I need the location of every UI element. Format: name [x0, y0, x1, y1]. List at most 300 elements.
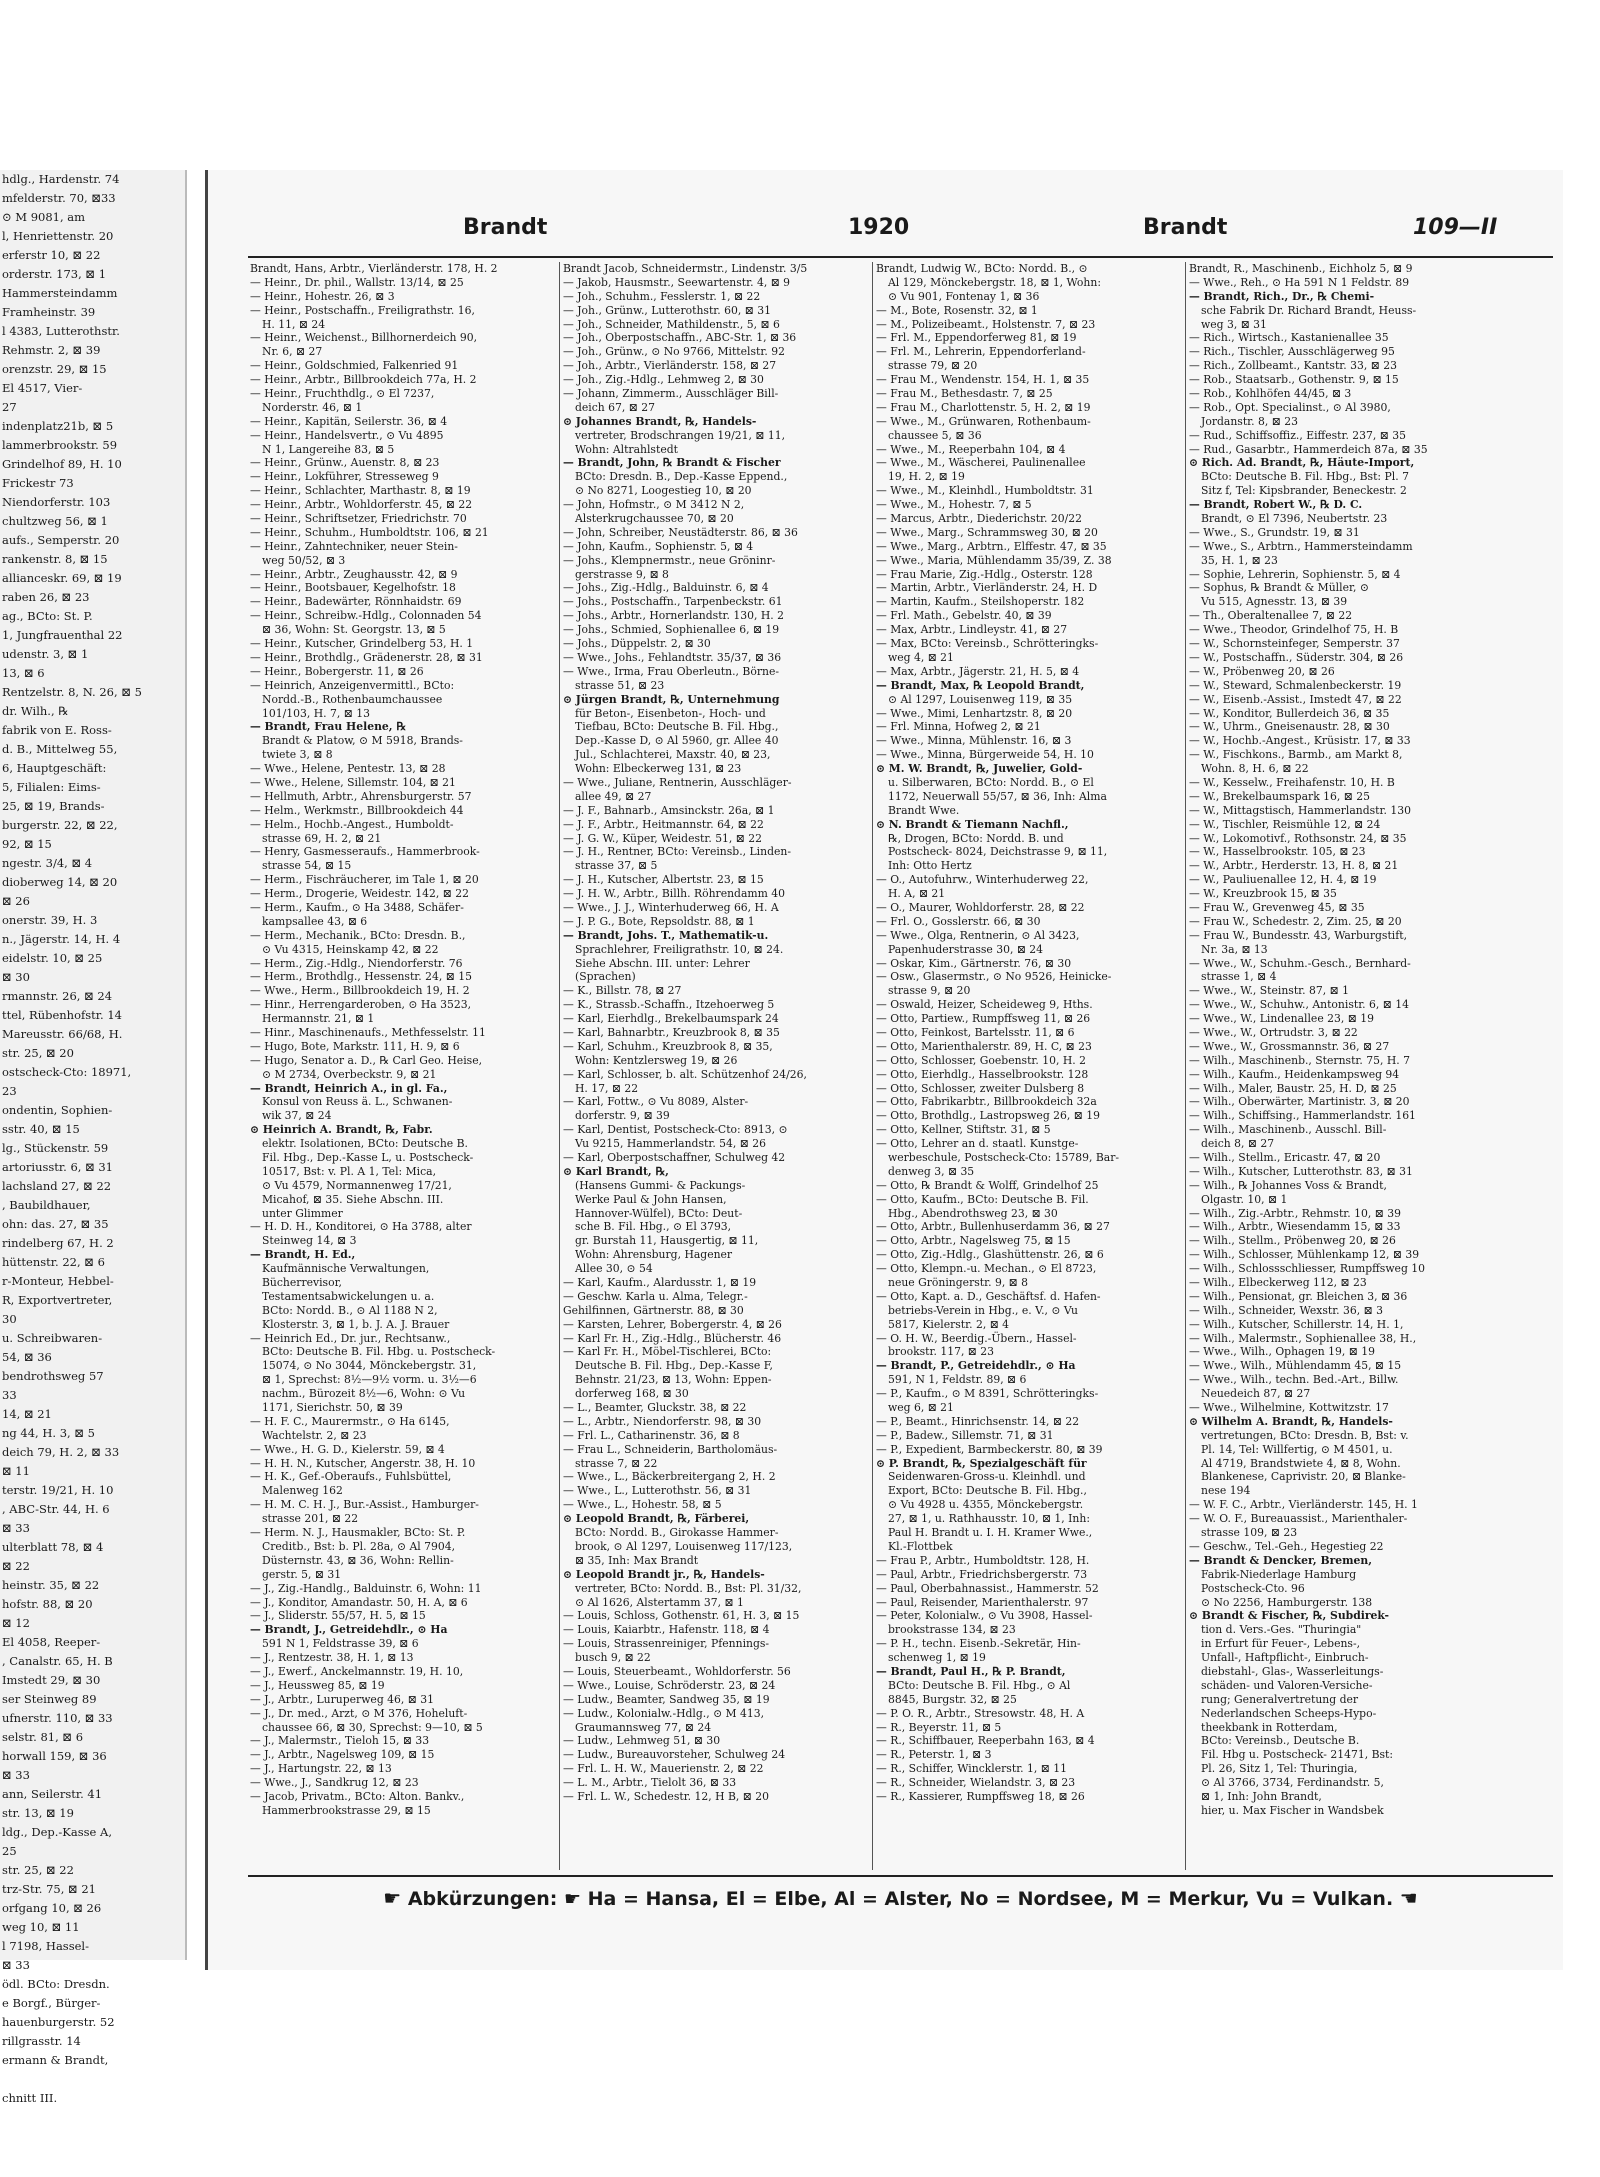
directory-entry-line: — Max, Arbtr., Jägerstr. 21, H. 5, ⊠ 4 — [876, 664, 1080, 678]
left-page-line: dioberweg 14, ⊠ 20 — [2, 875, 118, 889]
directory-entry-line: — Henry, Gasmesseraufs., Hammerbrook- — [250, 845, 480, 859]
directory-entry-line: — Heinrich, Anzeigenvermittl., BCto: — [250, 678, 455, 692]
left-page-line: ⊠ 26 — [2, 894, 30, 908]
directory-entry-line: weg 3, ⊠ 31 — [1201, 317, 1267, 331]
directory-entry-line: kampsallee 43, ⊠ 6 — [262, 914, 368, 928]
directory-entry-line: vertreter, BCto: Nordd. B., Bst: Pl. 31/32, — [575, 1581, 802, 1595]
directory-entry-line: — J., Konditor, Amandastr. 50, H. A, ⊠ 6 — [250, 1595, 468, 1609]
directory-entry-line: — Wwe., Wilh., Mühlendamm 45, ⊠ 15 — [1189, 1359, 1402, 1373]
directory-entry-line: Brandt, Hans, Arbtr., Vierländerstr. 178, H. 2 — [250, 262, 498, 275]
directory-entry-line: — Wwe., S., Grundstr. 19, ⊠ 31 — [1189, 525, 1360, 539]
directory-entry-line: — Wwe., W., Lindenallee 23, ⊠ 19 — [1189, 1012, 1374, 1026]
directory-entry-line: — Karl, Schlosser, b. alt. Schützenhof 24/26, — [563, 1067, 807, 1081]
directory-entry-line: 1171, Sierichstr. 50, ⊠ 39 — [262, 1401, 403, 1415]
directory-entry-line: — Peter, Kolonialw., ⊙ Vu 3908, Hassel- — [876, 1609, 1093, 1623]
directory-entry-line: — Wwe., Wilh., Ophagen 19, ⊠ 19 — [1189, 1345, 1375, 1359]
directory-entry-line: Inh: Otto Hertz — [888, 859, 972, 873]
directory-entry-line: sche B. Fil. Hbg., ⊙ El 3793, — [575, 1220, 732, 1234]
firm-entry-line: ⊙ Karl Brandt, ℞, — [563, 1164, 669, 1178]
directory-entry-line: — Wwe., S., Arbtrn., Hammersteindamm — [1189, 539, 1413, 553]
firm-entry-line: ⊙ Wilhelm A. Brandt, ℞, Handels- — [1189, 1414, 1393, 1428]
directory-entry-line: denweg 3, ⊠ 35 — [888, 1164, 975, 1178]
firm-entry-line: — Brandt, Robert W., ℞ D. C. — [1189, 498, 1363, 512]
directory-entry-line: — Heinrich Ed., Dr. jur., Rechtsanw., — [250, 1331, 451, 1345]
directory-entry-line: theekbank in Rotterdam, — [1201, 1720, 1338, 1734]
directory-entry-line: Brandt Jacob, Schneidermstr., Lindenstr. 3/5 — [563, 262, 808, 275]
directory-entry-line: Postscheck- 8024, Deichstrasse 9, ⊠ 11, — [888, 845, 1108, 859]
left-page-line: ermann & Brandt, — [2, 2053, 109, 2067]
directory-entry-line: betriebs-Verein in Hbg., e. V., ⊙ Vu — [888, 1303, 1078, 1317]
directory-entry-line: Seidenwaren-Gross-u. Kleinhdl. und — [888, 1470, 1086, 1484]
directory-entry-line: Wohn: Kentzlersweg 19, ⊠ 26 — [575, 1053, 738, 1067]
left-page-line: eidelstr. 10, ⊠ 25 — [2, 951, 103, 965]
directory-entry-line: deich 67, ⊠ 27 — [575, 400, 656, 414]
firm-entry-line: — Brandt, H. Ed., — [250, 1248, 356, 1262]
directory-entry-line: Alsterkrugchaussee 70, ⊠ 20 — [575, 512, 734, 526]
left-page-line: 25 — [2, 1844, 17, 1858]
left-page-line: heinstr. 35, ⊠ 22 — [2, 1578, 100, 1592]
left-page-line: 5, Filialen: Eims- — [2, 780, 101, 794]
directory-entry-line: Sprachlehrer, Freiligrathstr. 10, ⊠ 24. — [575, 942, 784, 956]
directory-entry-line: — Karl, Bahnarbtr., Kreuzbrook 8, ⊠ 35 — [563, 1025, 780, 1039]
directory-entry-line: — Max, BCto: Vereinsb., Schrötteringks- — [876, 637, 1099, 651]
left-page-line: hofstr. 88, ⊠ 20 — [2, 1597, 93, 1611]
directory-entry-line: — J. P. G., Bote, Repsoldstr. 88, ⊠ 1 — [563, 914, 755, 928]
directory-entry-line: — W., Fischkons., Barmb., am Markt 8, — [1189, 748, 1403, 762]
directory-entry-line: — Joh., Schneider, Mathildenstr., 5, ⊠ 6 — [563, 317, 780, 331]
directory-entry-line: — J., Heussweg 85, ⊠ 19 — [250, 1678, 385, 1692]
directory-entry-line: 591 N 1, Feldstrasse 39, ⊠ 6 — [262, 1637, 419, 1651]
left-page-line: lg., Stückenstr. 59 — [2, 1141, 109, 1155]
left-page-line: Rehmstr. 2, ⊠ 39 — [2, 343, 101, 357]
directory-entry-line: werbeschule, Postscheck-Cto: 15789, Bar- — [888, 1151, 1120, 1164]
directory-entry-line: dorferstr. 9, ⊠ 39 — [575, 1109, 670, 1123]
directory-entry-line: — Joh., Zig.-Hdlg., Lehmweg 2, ⊠ 30 — [563, 373, 764, 387]
header-left-name: Brandt — [463, 215, 548, 240]
directory-entry-line: Wohn: Ahrensburg, Hagener — [575, 1248, 733, 1262]
directory-entry-line: — Wwe., Helene, Pentestr. 13, ⊠ 28 — [250, 762, 446, 776]
directory-entry-line: Micahof, ⊠ 35. Siehe Abschn. III. — [262, 1192, 444, 1206]
directory-entry-line: — Herm., Drogerie, Weidestr. 142, ⊠ 22 — [250, 887, 469, 901]
directory-entry-line: BCto: Nordd. B., ⊙ Al 1188 N 2, — [262, 1303, 438, 1317]
directory-entry-line: — Wwe., J. J., Winterhuderweg 66, H. A — [563, 900, 779, 914]
directory-entry-line: — H. H. N., Kutscher, Angerstr. 38, H. 10 — [250, 1456, 476, 1470]
directory-entry-line: H. A, ⊠ 21 — [888, 887, 946, 901]
left-page-line: ödl. BCto: Dresdn. — [2, 1977, 110, 1991]
directory-entry-line: — Frau Marie, Zig.-Hdlg., Osterstr. 128 — [876, 567, 1093, 581]
left-page-line: raben 26, ⊠ 23 — [2, 590, 90, 604]
directory-entry-line: — Herm., Zig.-Hdlg., Niendorferstr. 76 — [250, 956, 463, 970]
directory-entry-line: — Paul, Reisender, Marienthalerstr. 97 — [876, 1595, 1089, 1609]
left-page-line: e Borgf., Bürger- — [2, 1996, 101, 2010]
directory-entry-line: ⊙ No 8271, Loogestieg 10, ⊠ 20 — [575, 484, 752, 498]
directory-entry-line: twiete 3, ⊠ 8 — [262, 748, 333, 762]
directory-entry-line: — Marcus, Arbtr., Diederichstr. 20/22 — [876, 512, 1083, 526]
directory-entry-line: — Wilh., Zig.-Arbtr., Rehmstr. 10, ⊠ 39 — [1189, 1206, 1401, 1220]
directory-entry-line: — Otto, ℞ Brandt & Wolff, Grindelhof 25 — [876, 1178, 1099, 1192]
directory-entry-line: — Johs., Düppelstr. 2, ⊠ 30 — [563, 637, 711, 651]
left-page-line: ser Steinweg 89 — [2, 1692, 97, 1706]
directory-entry-line: — W., Pröbenweg 20, ⊠ 26 — [1189, 664, 1335, 678]
directory-entry-line: — Wilh., Stellm., Ericastr. 47, ⊠ 20 — [1189, 1151, 1381, 1164]
left-page-line — [0, 2070, 185, 2089]
directory-entry-line: — Heinr., Bobergerstr. 11, ⊠ 26 — [250, 664, 424, 678]
directory-entry-line: Al 4719, Brandstwiete 4, ⊠ 8, Wohn. — [1201, 1456, 1401, 1470]
directory-entry-line: — Wwe., M., Grünwaren, Rothenbaum- — [876, 414, 1091, 428]
directory-entry-line: Deutsche B. Fil. Hbg., Dep.-Kasse F, — [575, 1359, 773, 1373]
directory-entry-line: — Johs., Schmied, Sophienallee 6, ⊠ 19 — [563, 623, 780, 637]
directory-entry-line: — Otto, Brothdlg., Lastropsweg 26, ⊠ 19 — [876, 1109, 1100, 1123]
directory-entry-line: — W., Konditor, Bullerdeich 36, ⊠ 35 — [1189, 706, 1390, 720]
directory-entry-line: — Frl. M., Eppendorferweg 81, ⊠ 19 — [876, 331, 1077, 345]
directory-entry-line: — Johs., Klempnermstr., neue Gröninr- — [563, 553, 776, 567]
directory-entry-line: — Sophie, Lehrerin, Sophienstr. 5, ⊠ 4 — [1189, 567, 1401, 581]
directory-entry-line: — Karl, Oberpostschaffner, Schulweg 42 — [563, 1151, 786, 1164]
firm-entry-line: — Brandt & Dencker, Bremen, — [1189, 1553, 1373, 1567]
directory-entry-line: rung; Generalvertretung der — [1201, 1692, 1359, 1706]
left-page-line: deich 79, H. 2, ⊠ 33 — [2, 1445, 120, 1459]
directory-entry-line: — Wwe., Maria, Mühlendamm 35/39, Z. 38 — [876, 553, 1112, 567]
directory-entry-line: — Frl. L., Catharinenstr. 36, ⊠ 8 — [563, 1428, 740, 1442]
header-page-number: 109—II — [1413, 215, 1498, 240]
directory-entry-line: — Frau M., Charlottenstr. 5, H. 2, ⊠ 19 — [876, 400, 1091, 414]
directory-entry-line: — Wwe., Juliane, Rentnerin, Ausschläger- — [563, 775, 792, 789]
column-2 — [563, 262, 869, 1872]
directory-entry-line: — P., Badew., Sillemstr. 71, ⊠ 31 — [876, 1428, 1054, 1442]
directory-entry-line: — Heinr., Kapitän, Seilerstr. 36, ⊠ 4 — [250, 414, 448, 428]
left-page-line: erferstr 10, ⊠ 22 — [2, 248, 101, 262]
directory-entry-line: — Heinr., Postschaffn., Freiligrathstr. 16, — [250, 303, 475, 317]
directory-entry-line: — Jacob, Privatm., BCto: Alton. Bankv., — [250, 1789, 465, 1803]
directory-entry-line: — O., Autofuhrw., Winterhuderweg 22, — [876, 873, 1089, 887]
directory-entry-line: — Karl, Dentist, Postscheck-Cto: 8913, ⊙ — [563, 1123, 788, 1137]
directory-entry-line: — Jakob, Hausmstr., Seewartenstr. 4, ⊠ 9 — [563, 275, 791, 289]
directory-entry-line: — Karl, Eierhdlg., Brekelbaumspark 24 — [563, 1012, 779, 1026]
directory-entry-line: — Heinr., Arbtr., Billbrookdeich 77a, H. 2 — [250, 373, 477, 387]
directory-entry-line: Kaufmännische Verwaltungen, — [262, 1262, 430, 1276]
directory-entry-line: — Wwe., Theodor, Grindelhof 75, H. B — [1189, 623, 1399, 637]
directory-entry-line: Pl. 14, Tel: Willfertig, ⊙ M 4501, u. — [1201, 1442, 1393, 1456]
left-page-line: horwall 159, ⊠ 36 — [2, 1749, 107, 1763]
directory-entry-line: Jordanstr. 8, ⊠ 23 — [1201, 414, 1298, 428]
left-page-line: , ABC-Str. 44, H. 6 — [2, 1502, 110, 1516]
directory-entry-line: — Otto, Partiew., Rumpffsweg 11, ⊠ 26 — [876, 1012, 1091, 1026]
left-page-line: orderstr. 173, ⊠ 1 — [2, 267, 107, 281]
directory-entry-line: — H. F. C., Maurermstr., ⊙ Ha 6145, — [250, 1414, 450, 1428]
directory-entry-line: Vu 9215, Hammerlandstr. 54, ⊠ 26 — [575, 1137, 767, 1151]
column-divider — [1185, 262, 1186, 1870]
directory-entry-line: — Heinr., Handelsvertr., ⊙ Vu 4895 — [250, 428, 444, 442]
directory-entry-line: — Hinr., Herrengarderoben, ⊙ Ha 3523, — [250, 998, 472, 1012]
left-page-line: r-Monteur, Hebbel- — [2, 1274, 114, 1288]
firm-entry-line: ⊙ N. Brandt & Tiemann Nachfl., — [876, 817, 1069, 831]
directory-entry-line: — Frau M., Wendenstr. 154, H. 1, ⊠ 35 — [876, 373, 1090, 387]
left-page-line: terstr. 19/21, H. 10 — [2, 1483, 114, 1497]
directory-page — [205, 170, 1563, 1970]
left-page-line: , Canalstr. 65, H. B — [2, 1654, 113, 1668]
directory-entry-line: — Heinr., Schreibw.-Hdlg., Colonnaden 54 — [250, 609, 482, 623]
directory-entry-line: — Otto, Feinkost, Bartelsstr. 11, ⊠ 6 — [876, 1025, 1075, 1039]
directory-entry-line: gerstr. 5, ⊠ 31 — [262, 1567, 342, 1581]
left-page-line: weg 10, ⊠ 11 — [2, 1920, 80, 1934]
directory-entry-line: — Karl Fr. H., Zig.-Hdlg., Blücherstr. 46 — [563, 1331, 782, 1345]
directory-entry-line: — Heinr., Hohestr. 26, ⊠ 3 — [250, 289, 395, 303]
directory-entry-line: Hannover-Wülfel), BCto: Deut- — [575, 1206, 743, 1220]
directory-entry-line: — Wilh., Schiffsing., Hammerlandstr. 161 — [1189, 1109, 1416, 1123]
firm-entry-line: — Brandt, Johs. T., Mathematik-u. — [563, 928, 769, 942]
directory-entry-line: Steinweg 14, ⊠ 3 — [262, 1234, 357, 1248]
left-page-line: chnitt III. — [2, 2091, 58, 2105]
directory-entry-line: 1172, Neuerwall 55/57, ⊠ 36, Inh: Alma — [888, 789, 1107, 803]
left-page-line: rindelberg 67, H. 2 — [2, 1236, 114, 1250]
directory-entry-line: ⊙ Al 3766, 3734, Ferdinandstr. 5, — [1201, 1776, 1384, 1790]
directory-entry-line: Postscheck-Cto. 96 — [1201, 1581, 1305, 1595]
directory-entry-line: — Wwe., W., Grossmannstr. 36, ⊠ 27 — [1189, 1039, 1390, 1053]
directory-entry-line: — Oswald, Heizer, Scheideweg 9, Hths. — [876, 998, 1093, 1012]
left-page-line: ohn: das. 27, ⊠ 35 — [2, 1217, 109, 1231]
directory-entry-line: — Rud., Schiffsoffiz., Eiffestr. 237, ⊠ 35 — [1189, 428, 1406, 442]
left-page-line: ⊠ 22 — [2, 1559, 30, 1573]
left-page-line: l, Henriettenstr. 20 — [2, 229, 114, 243]
left-page-line: str. 25, ⊠ 22 — [2, 1863, 74, 1877]
left-page-line: bendrothsweg 57 — [2, 1369, 104, 1383]
left-page-line: hauenburgerstr. 52 — [2, 2015, 115, 2029]
directory-entry-line: — Wwe., Olga, Rentnerin, ⊙ Al 3423, — [876, 928, 1080, 942]
directory-entry-line: — Heinr., Arbtr., Zeughausstr. 42, ⊠ 9 — [250, 567, 458, 581]
directory-entry-line: — Frau W., Grevenweg 45, ⊠ 35 — [1189, 900, 1365, 914]
directory-entry-line: — Hugo, Senator a. D., ℞ Carl Geo. Heise, — [250, 1053, 483, 1067]
directory-entry-line: (Hansens Gummi- & Packungs- — [575, 1178, 746, 1192]
directory-entry-line: — Hinr., Maschinenaufs., Methfesselstr. 11 — [250, 1025, 486, 1039]
directory-entry-line: ⊙ Al 1626, Alstertamm 37, ⊠ 1 — [575, 1595, 744, 1609]
directory-entry-line: Brandt Wwe. — [888, 803, 960, 817]
directory-entry-line: — Otto, Zig.-Hdlg., Glashüttenstr. 26, ⊠ 6 — [876, 1248, 1104, 1262]
directory-entry-line: (Sprachen) — [575, 970, 636, 984]
directory-entry-line: — Wwe., Johs., Fehlandtstr. 35/37, ⊠ 36 — [563, 650, 782, 664]
column-divider — [559, 262, 560, 1870]
left-page-line: Imstedt 29, ⊠ 30 — [2, 1673, 101, 1687]
directory-entry-line: — L., Arbtr., Niendorferstr. 98, ⊠ 30 — [563, 1414, 762, 1428]
left-page-line: ag., BCto: St. P. — [2, 609, 93, 623]
directory-entry-line: Paul H. Brandt u. I. H. Kramer Wwe., — [888, 1526, 1093, 1540]
firm-entry-line: ⊙ Leopold Brandt jr., ℞, Handels- — [563, 1567, 765, 1581]
left-page-line: ⊠ 33 — [2, 1521, 30, 1535]
directory-entry-line: Fil. Hbg., Dep.-Kasse L, u. Postscheck- — [262, 1151, 474, 1164]
directory-entry-line: — Ludw., Beamter, Sandweg 35, ⊠ 19 — [563, 1692, 770, 1706]
directory-entry-line: — J., Ewerf., Anckelmannstr. 19, H. 10, — [250, 1664, 464, 1678]
directory-entry-line: — Th., Oberaltenallee 7, ⊠ 22 — [1189, 609, 1353, 623]
directory-entry-line: — Wilh., Stellm., Pröbenweg 20, ⊠ 26 — [1189, 1234, 1396, 1248]
directory-entry-line: chaussee 66, ⊠ 30, Sprechst: 9—10, ⊠ 5 — [262, 1720, 483, 1734]
directory-entry-line: ⊙ No 2256, Hamburgerstr. 138 — [1201, 1595, 1373, 1609]
directory-entry-line: — Heinr., Brothdlg., Grädenerstr. 28, ⊠ 31 — [250, 650, 483, 664]
directory-entry-line: — Heinr., Schuhm., Humboldtstr. 106, ⊠ 21 — [250, 525, 489, 539]
directory-entry-line: Brandt, ⊙ El 7396, Neubertstr. 23 — [1201, 512, 1388, 526]
directory-entry-line: strasse 69, H. 2, ⊠ 21 — [262, 831, 382, 845]
left-page-line: ostscheck-Cto: 18971, — [2, 1065, 132, 1079]
directory-entry-line: strasse 7, ⊠ 22 — [575, 1456, 658, 1470]
directory-entry-line: — Frl. M., Lehrerin, Eppendorferland- — [876, 345, 1086, 359]
directory-entry-line: — Wilh., Maschinenb., Ausschl. Bill- — [1189, 1123, 1387, 1137]
directory-entry-line: ⊙ Vu 901, Fontenay 1, ⊠ 36 — [888, 289, 1040, 303]
firm-entry-line: — Brandt, Paul H., ℞ P. Brandt, — [876, 1664, 1066, 1678]
directory-entry-line: — W., Kreuzbrook 15, ⊠ 35 — [1189, 887, 1337, 901]
left-page-line: ttel, Rübenhofstr. 14 — [2, 1008, 122, 1022]
directory-entry-line: — Wwe., Marg., Schrammsweg 30, ⊠ 20 — [876, 525, 1098, 539]
directory-entry-line: — W., Tischler, Reismühle 12, ⊠ 24 — [1189, 817, 1381, 831]
directory-entry-line: wik 37, ⊠ 24 — [262, 1109, 332, 1123]
directory-entry-line: — Martin, Kaufm., Steilshoperstr. 182 — [876, 595, 1085, 609]
directory-entry-line: BCto: Vereinsb., Deutsche B. — [1201, 1734, 1360, 1748]
directory-entry-line: — Wwe., W., Schuhm.-Gesch., Bernhard- — [1189, 956, 1411, 970]
directory-entry-line: — Heinr., Bootsbauer, Kegelhofstr. 18 — [250, 581, 456, 595]
directory-entry-line: — Wwe., Helene, Sillemstr. 104, ⊠ 21 — [250, 775, 456, 789]
directory-entry-line: — Otto, Schlosser, zweiter Dulsberg 8 — [876, 1081, 1085, 1095]
left-page-line: ⊠ 30 — [2, 970, 30, 984]
directory-entry-line: — Frau M., Bethesdastr. 7, ⊠ 25 — [876, 387, 1053, 401]
firm-entry-line: — Brandt, Frau Helene, ℞ — [250, 720, 406, 734]
directory-entry-line: — Wwe., Minna, Bürgerweide 54, H. 10 — [876, 748, 1094, 762]
directory-entry-line: Fabrik-Niederlage Hamburg — [1201, 1567, 1357, 1581]
directory-entry-line: Sitz f, Tel: Kipsbrander, Beneckestr. 2 — [1201, 484, 1407, 498]
directory-entry-line: — R., Kassierer, Rumpffsweg 18, ⊠ 26 — [876, 1789, 1085, 1803]
directory-entry-line: deich 8, ⊠ 27 — [1201, 1137, 1275, 1151]
firm-entry-line: — Brandt, Rich., Dr., ℞ Chemi- — [1189, 289, 1375, 303]
directory-entry-line: chaussee 5, ⊠ 36 — [888, 428, 982, 442]
directory-entry-line: — Johs., Postschaffn., Tarpenbeckstr. 61 — [563, 595, 783, 609]
left-page-line: 92, ⊠ 15 — [2, 837, 52, 851]
directory-entry-line: — Herm., Kaufm., ⊙ Ha 3488, Schäfer- — [250, 900, 464, 914]
directory-entry-line: — Wwe., L., Lutterothstr. 56, ⊠ 31 — [563, 1484, 752, 1498]
directory-entry-line: — Wilh., Schlossschliesser, Rumpffsweg 10 — [1189, 1262, 1426, 1276]
directory-entry-line: — Karl, Schuhm., Kreuzbrook 8, ⊠ 35, — [563, 1039, 773, 1053]
directory-entry-line: BCto: Deutsche B. Fil. Hbg. u. Postscheck- — [262, 1345, 496, 1359]
directory-entry-line: — J. F., Bahnarb., Amsinckstr. 26a, ⊠ 1 — [563, 803, 775, 817]
left-page-line: onerstr. 39, H. 3 — [2, 913, 98, 927]
directory-entry-line: — Joh., Grünw., ⊙ No 9766, Mittelstr. 92 — [563, 345, 785, 359]
directory-entry-line: — H. D. H., Konditorei, ⊙ Ha 3788, alter — [250, 1220, 472, 1234]
footer-rule — [248, 1875, 1553, 1877]
directory-entry-line: Gehilfinnen, Gärtnerstr. 88, ⊠ 30 — [563, 1303, 744, 1317]
left-page-line: hüttenstr. 22, ⊠ 6 — [2, 1255, 105, 1269]
abbreviations-footer — [248, 1886, 1553, 1916]
left-page-line: selstr. 81, ⊠ 6 — [2, 1730, 84, 1744]
directory-entry-line: ⊙ Vu 4579, Normannenweg 17/21, — [262, 1178, 452, 1192]
directory-entry-line: — H. K., Gef.-Oberaufs., Fuhlsbüttel, — [250, 1470, 452, 1484]
directory-entry-line: Nordd.-B., Rothenbaumchaussee — [262, 692, 443, 706]
directory-entry-line: brook, ⊙ Al 1297, Louisenweg 117/123, — [575, 1539, 793, 1553]
directory-entry-line: — W., Lokomotivf., Rothsonstr. 24, ⊠ 35 — [1189, 831, 1407, 845]
directory-entry-line: — Wwe., Marg., Arbtrn., Elffestr. 47, ⊠ 35 — [876, 539, 1107, 553]
directory-entry-line: 15074, ⊙ No 3044, Mönckebergstr. 31, — [262, 1359, 477, 1373]
directory-entry-line: nachm., Bürozeit 8½—6, Wohn: ⊙ Vu — [262, 1387, 466, 1401]
directory-entry-line: Wohn: Altrahlstedt — [575, 442, 678, 456]
directory-entry-line: — Joh., Grünw., Lutterothstr. 60, ⊠ 31 — [563, 303, 771, 317]
left-page-fragment — [0, 170, 187, 2105]
directory-entry-line: — Johs., Arbtr., Hornerlandstr. 130, H. 2 — [563, 609, 785, 623]
directory-entry-line: — Wwe., H. G. D., Kielerstr. 59, ⊠ 4 — [250, 1442, 445, 1456]
directory-entry-line: strasse 51, ⊠ 23 — [575, 678, 665, 692]
directory-entry-line: 27, ⊠ 1, u. Rathhausstr. 10, ⊠ 1, Inh: — [888, 1512, 1090, 1526]
directory-entry-line: — J. G. W., Küper, Weidestr. 51, ⊠ 22 — [563, 831, 763, 845]
directory-entry-line: Olgastr. 10, ⊠ 1 — [1201, 1192, 1288, 1206]
directory-entry-line: ⊠ 1, Inh: John Brandt, — [1201, 1789, 1322, 1803]
directory-entry-line: — John, Hofmstr., ⊙ M 3412 N 2, — [563, 498, 745, 512]
directory-entry-line: Testamentsabwickelungen u. a. — [262, 1289, 435, 1303]
directory-entry-line: — Oskar, Kim., Gärtnerstr. 76, ⊠ 30 — [876, 956, 1072, 970]
directory-entry-line: — Wwe., Reh., ⊙ Ha 591 N 1 Feldstr. 89 — [1189, 275, 1410, 289]
directory-entry-line: — J. H., Rentner, BCto: Vereinsb., Linden- — [563, 845, 791, 859]
directory-entry-line: Pl. 26, Sitz 1, Tel: Thuringia, — [1201, 1762, 1358, 1776]
directory-entry-line: busch 9, ⊠ 22 — [575, 1651, 651, 1665]
directory-entry-line: — Wwe., W., Steinstr. 87, ⊠ 1 — [1189, 984, 1349, 998]
column-1 — [250, 262, 556, 1872]
directory-entry-line: — Herm., Fischräucherer, im Tale 1, ⊠ 20 — [250, 873, 479, 887]
directory-entry-line: — W., Pauliuenallee 12, H. 4, ⊠ 19 — [1189, 873, 1377, 887]
directory-entry-line: Allee 30, ⊙ 54 — [575, 1262, 653, 1276]
directory-entry-line: Dep.-Kasse D, ⊙ Al 5960, gr. Allee 40 — [575, 734, 779, 748]
left-page-line: str. 13, ⊠ 19 — [2, 1806, 74, 1820]
left-page-line: u. Schreibwaren- — [2, 1331, 103, 1345]
directory-entry-line: — Wwe., Mimi, Lenhartzstr. 8, ⊠ 20 — [876, 706, 1073, 720]
directory-entry-line: allee 49, ⊠ 27 — [575, 789, 652, 803]
directory-entry-line: in Erfurt für Feuer-, Lebens-, — [1201, 1637, 1361, 1651]
directory-entry-line: Hermannstr. 21, ⊠ 1 — [262, 1012, 375, 1026]
left-page-line: Niendorferstr. 103 — [2, 495, 111, 509]
directory-entry-line: — Heinr., Fruchthdlg., ⊙ El 7237, — [250, 387, 435, 401]
left-page-line: indenplatz21b, ⊠ 5 — [2, 419, 114, 433]
directory-entry-line: Brandt, R., Maschinenb., Eichholz 5, ⊠ 9 — [1189, 262, 1413, 275]
directory-entry-line: — Wilh., Kaufm., Heidenkampsweg 94 — [1189, 1067, 1400, 1081]
directory-entry-line: — John, Schreiber, Neustädterstr. 86, ⊠ 36 — [563, 525, 798, 539]
directory-entry-line: BCto: Deutsche B. Fil. Hbg., ⊙ Al — [888, 1678, 1071, 1692]
directory-entry-line: — Louis, Steuerbeamt., Wohldorferstr. 56 — [563, 1664, 791, 1678]
directory-entry-line: strasse 79, ⊠ 20 — [888, 359, 978, 373]
directory-entry-line: Siehe Abschn. III. unter: Lehrer — [575, 956, 750, 970]
directory-entry-line: ⊠ 1, Sprechst: 8½—9½ vorm. u. 3½—6 — [262, 1373, 477, 1387]
directory-entry-line: — M., Bote, Rosenstr. 32, ⊠ 1 — [876, 303, 1038, 317]
left-page-line: Grindelhof 89, H. 10 — [2, 457, 122, 471]
pointing-hand-icon: ☚ — [1399, 1886, 1418, 1910]
directory-entry-line: — O., Maurer, Wohldorferstr. 28, ⊠ 22 — [876, 900, 1085, 914]
directory-entry-line: Tiefbau, BCto: Deutsche B. Fil. Hbg., — [575, 720, 779, 734]
left-page-line: allianceskr. 69, ⊠ 19 — [2, 571, 122, 585]
left-page-line: str. 25, ⊠ 20 — [2, 1046, 74, 1060]
directory-entry-line: 591, N 1, Feldstr. 89, ⊠ 6 — [888, 1373, 1027, 1387]
directory-entry-line: strasse 1, ⊠ 4 — [1201, 970, 1277, 984]
directory-entry-line: Norderstr. 46, ⊠ 1 — [262, 400, 363, 414]
directory-entry-line: — W. F. C., Arbtr., Vierländerstr. 145, H. 1 — [1189, 1498, 1418, 1512]
directory-entry-line: — J., Malermstr., Tieloh 15, ⊠ 33 — [250, 1734, 430, 1748]
directory-entry-line: ⊙ M 2734, Overbeckstr. 9, ⊠ 21 — [262, 1067, 437, 1081]
directory-entry-line: — Wilh., Elbeckerweg 112, ⊠ 23 — [1189, 1276, 1367, 1290]
header-right-name: Brandt — [1143, 215, 1228, 240]
directory-entry-line: — Wwe., M., Kleinhdl., Humboldtstr. 31 — [876, 484, 1094, 498]
directory-entry-line: Wohn. 8, H. 6, ⊠ 22 — [1201, 762, 1309, 776]
directory-entry-line: — J., Arbtr., Luruperweg 46, ⊠ 31 — [250, 1692, 434, 1706]
directory-entry-line: — Ludw., Bureauvorsteher, Schulweg 24 — [563, 1748, 786, 1762]
left-page-line: mfelderstr. 70, ⊠33 — [2, 191, 116, 205]
directory-entry-line: Export, BCto: Deutsche B. Fil. Hbg., — [888, 1484, 1087, 1498]
directory-entry-line: — Otto, Schlosser, Goebenstr. 10, H. 2 — [876, 1053, 1087, 1067]
left-page-line: 25, ⊠ 19, Brands- — [2, 799, 105, 813]
directory-entry-line: — Rich., Tischler, Ausschlägerweg 95 — [1189, 345, 1395, 359]
directory-entry-line: — Otto, Kellner, Stiftstr. 31, ⊠ 5 — [876, 1123, 1051, 1137]
left-page-line: 23 — [2, 1084, 17, 1098]
directory-entry-line: — J. H., Kutscher, Albertstr. 23, ⊠ 15 — [563, 873, 764, 887]
left-page-line: El 4517, Vier- — [2, 381, 83, 395]
directory-entry-line: weg 50/52, ⊠ 3 — [262, 553, 346, 567]
